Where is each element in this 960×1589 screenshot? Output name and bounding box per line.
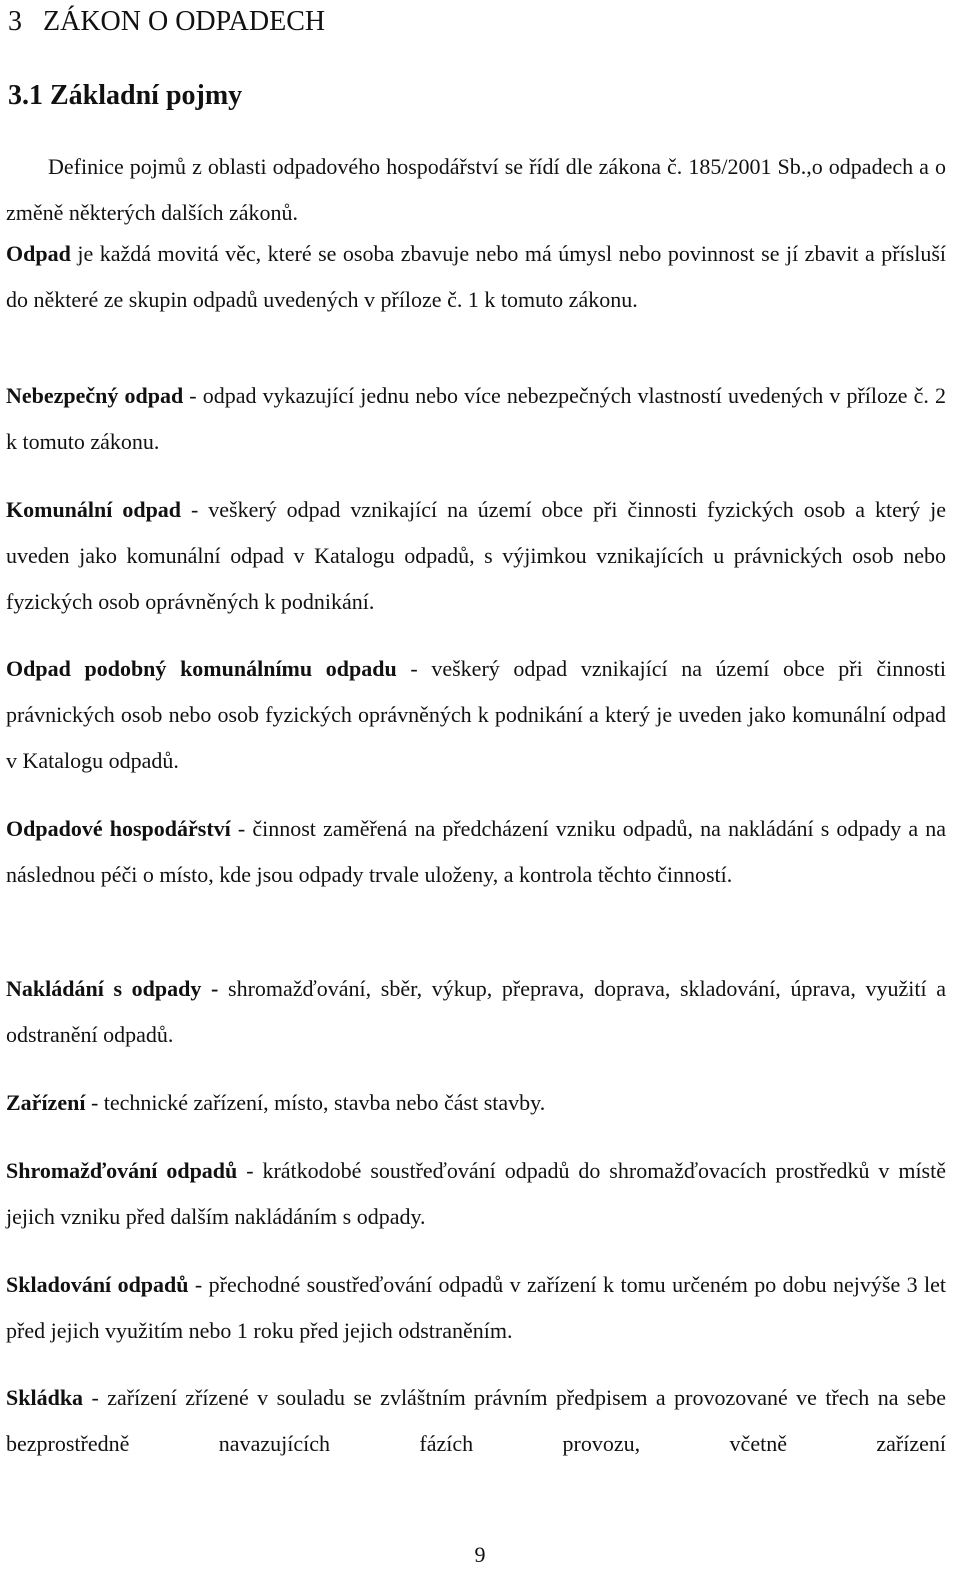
section-number: 3.1 <box>8 80 43 111</box>
definition-term: Komunální odpad <box>6 497 182 522</box>
definition-term: Skladování odpadů <box>6 1272 189 1297</box>
definition-term: Skládka <box>6 1385 84 1410</box>
definition-term: Nebezpečný odpad <box>6 383 184 408</box>
chapter-number: 3 <box>8 6 22 37</box>
definition-komunalni-odpad <box>6 487 946 625</box>
definition-text: - přechodné soustřeďování odpadů v zařízení k tomu určeném po dobu nejvýše 3 let před jejich využitím nebo 1 roku před jejich odstraněním. <box>6 1272 946 1343</box>
definition-nakladani-s-odpady <box>6 966 946 1058</box>
definition-nebezpecny-odpad <box>6 373 946 465</box>
definition-text: - odpad vykazující jednu nebo více nebezpečných vlastností uvedených v příloze č. 2 k tomuto zákonu. <box>6 383 946 454</box>
chapter-heading <box>8 4 325 40</box>
definition-term: Odpad <box>6 241 71 266</box>
page-number: 9 <box>474 1542 486 1567</box>
definition-zarizeni <box>6 1080 946 1126</box>
definition-skladovani-odpadu <box>6 1262 946 1354</box>
definition-skladka <box>6 1375 946 1467</box>
definition-odpad <box>6 231 946 323</box>
definition-text: - krátkodobé soustřeďování odpadů do shromažďovacích prostředků v místě jejich vzniku před dalším nakládáním s odpady. <box>6 1158 946 1229</box>
definition-odpadove-hospodarstvi <box>6 806 946 898</box>
definition-text: shromažďování, sběr, výkup, přeprava, doprava, skladování, úprava, využití a odstranění odpadů. <box>6 976 946 1047</box>
definition-term: Odpad podobný komunálnímu odpadu <box>6 656 397 681</box>
definition-text: - technické zařízení, místo, stavba nebo část stavby. <box>85 1090 546 1115</box>
definition-text: - veškerý odpad vznikající na území obce při činnosti právnických osob nebo osob fyzických oprávněných k podnikání a který je uveden jako komunální odpad v Katalogu odpadů. <box>6 656 946 773</box>
definition-term: Nakládání s odpady - <box>6 976 219 1001</box>
definition-text: - zařízení zřízené v souladu se zvláštním právním předpisem a provozované ve třech na sebe bezprostředně navazujících fázích provozu, včetně zařízení <box>6 1385 946 1456</box>
definition-text: je každá movitá věc, které se osoba zbavuje nebo má úmysl nebo povinnost se jí zbavit a přísluší do některé ze skupin odpadů uvedených v příloze č. 1 k tomuto zákonu. <box>6 241 946 312</box>
intro-paragraph: Definice pojmů z oblasti odpadového hospodářství se řídí dle zákona č. 185/2001 Sb.,o odpadech a o změně některých dalších zákonů. <box>6 154 946 225</box>
definition-term: Shromažďování odpadů <box>6 1158 238 1183</box>
section-title: Základní pojmy <box>50 80 243 111</box>
definition-odpad-podobny-komunalnimu <box>6 646 946 784</box>
section-heading <box>8 78 242 114</box>
definition-text: - činnost zaměřená na předcházení vzniku odpadů, na nakládání s odpady a na následnou péči o místo, kde jsou odpady trvale uloženy, a kontrola těchto činností. <box>6 816 946 887</box>
definition-shromazdovani-odpadu <box>6 1148 946 1240</box>
definition-term: Zařízení <box>6 1090 86 1115</box>
chapter-title: ZÁKON O ODPADECH <box>43 6 326 37</box>
definition-text: - veškerý odpad vznikající na území obce při činnosti fyzických osob a který je uveden jako komunální odpad v Katalogu odpadů, s výjimkou vznikajících u právnických osob nebo fyzických osob oprávněných k podnikání. <box>6 497 947 614</box>
definition-term: Odpadové hospodářství <box>6 816 231 841</box>
